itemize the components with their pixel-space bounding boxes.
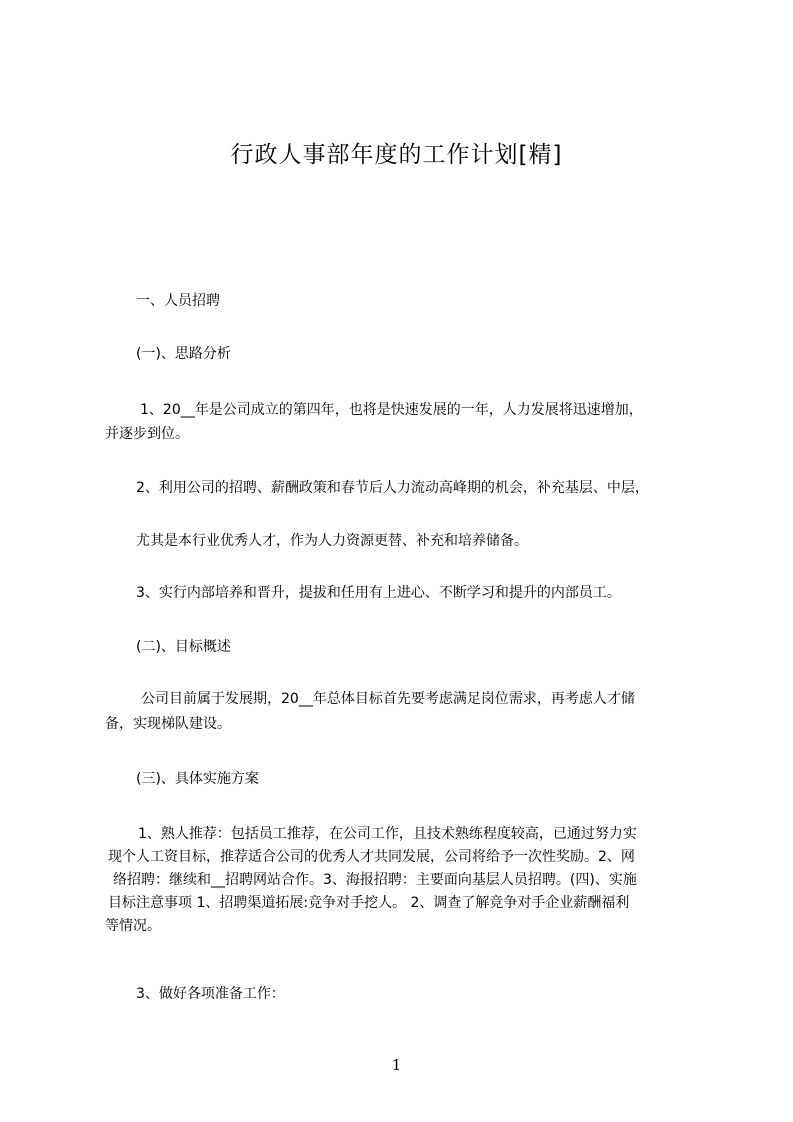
plan-row: 络招聘：继续和__招聘网站合作。3、海报招聘：主要面向基层人员招聘。(四)、实施 xyxy=(113,872,637,888)
plan-row: 现个人工资目标，推荐适合公司的优秀人才共同发展，公司将给予一次性奖励。2、网 xyxy=(108,849,635,865)
plan-row: 目标注意事项 1、招聘渠道拓展:竞争对手挖人。 2、调查了解竞争对手企业薪酬福利 xyxy=(108,895,630,911)
subheading-goals: (二)、目标概述 xyxy=(136,639,231,655)
paragraph-item2-line1: 2、利用公司的招聘、薪酬政策和春节后人力流动高峰期的机会，补充基层、中层， xyxy=(136,480,649,496)
paragraph-item3: 3、实行内部培养和晋升，提拔和任用有上进心、不断学习和提升的内部员工。 xyxy=(136,585,621,601)
subheading-implementation: (三)、具体实施方案 xyxy=(136,771,259,787)
plan-row: 等情况。 xyxy=(105,918,161,934)
paragraph-item1-line2: 并逐步到位。 xyxy=(105,426,189,442)
subheading-analysis: (一)、思路分析 xyxy=(136,346,231,362)
paragraph-goal-line2: 备，实现梯队建设。 xyxy=(105,716,231,732)
page-number: 1 xyxy=(391,1056,402,1074)
paragraph-goal-line1: 公司目前属于发展期，20__年总体目标首先要考虑满足岗位需求，再考虑人才储 xyxy=(141,691,635,707)
paragraph-item2-line2: 尤其是本行业优秀人才，作为人力资源更替、补充和培养储备。 xyxy=(136,533,528,549)
document-title: 行政人事部年度的工作计划[精] xyxy=(230,142,563,168)
implementation-plan-block xyxy=(105,823,700,943)
paragraph-item1-line1: 1、20__年是公司成立的第四年，也将是快速发展的一年，人力发展将迅速增加， xyxy=(140,402,643,418)
plan-row: 1、熟人推荐：包括员工推荐，在公司工作，且技术熟练程度较高，已通过努力实 xyxy=(138,826,637,842)
paragraph-preparation: 3、做好各项准备工作： xyxy=(136,986,285,1002)
section-heading-recruitment: 一、人员招聘 xyxy=(136,293,220,309)
